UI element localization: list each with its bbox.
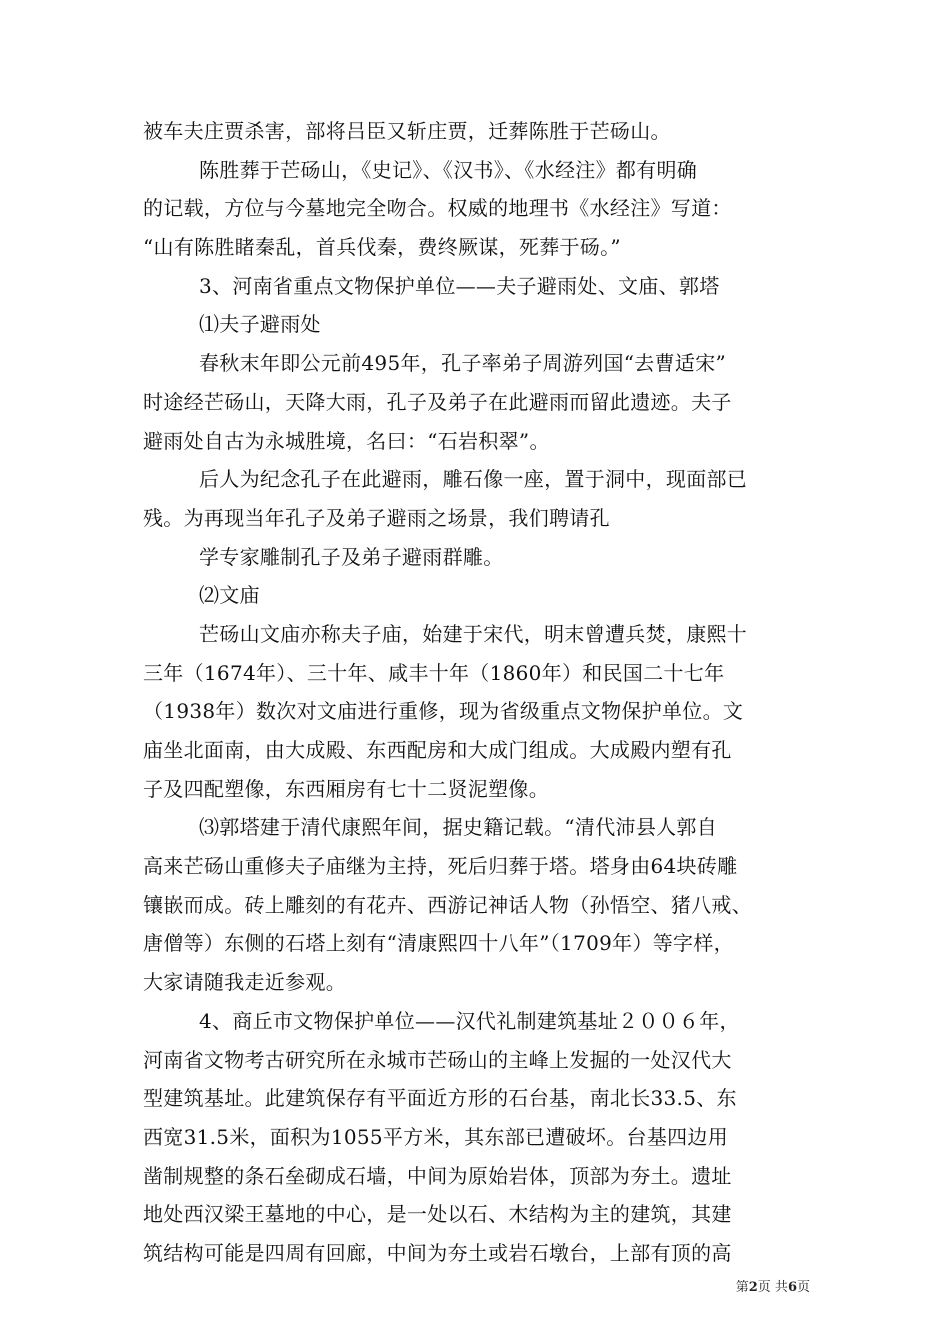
text-line: 筑结构可能是四周有回廊，中间为夯土或岩石墩台，上部有顶的高 — [143, 1240, 732, 1265]
text-line: 芒砀山文庙亦称夫子庙，始建于宋代，明末曾遭兵焚，康熙十 — [199, 621, 748, 646]
text-line: 被车夫庄贾杀害，部将吕臣又斩庄贾，迁葬陈胜于芒砀山。 — [143, 119, 671, 143]
text-line: 三年（1674年）、三十年、咸丰十年（1860年）和民国二十七年 — [143, 660, 725, 685]
text-line: 陈胜葬于芒砀山，《史记》、《汉书》、《水经注》都有明确 — [199, 157, 698, 182]
text-line: 后人为纪念孔子在此避雨，雕石像一座，置于洞中，现面部已 — [199, 467, 748, 492]
text-line: 唐僧等）东侧的石塔上刻有“清康熙四十八年”（1709年）等字样， — [143, 931, 734, 956]
text-line: 的记载，方位与今墓地完全吻合。权威的地理书《水经注》写道： — [143, 196, 732, 221]
total-pages-number: 6 — [787, 1280, 797, 1295]
text-line: 大家请随我走近参观。 — [143, 970, 346, 995]
text-line: 西宽31.5米，面积为1055平方米，其东部已遭破坏。台基四边用 — [143, 1124, 729, 1149]
text-line: 避雨处自古为永城胜境，名曰：“石岩积翠”。 — [143, 428, 550, 453]
text-line: 高来芒砀山重修夫子庙继为主持，死后归葬于塔。塔身由64块砖雕 — [143, 854, 738, 879]
text-line: 时途经芒砀山，天降大雨，孔子及弟子在此避雨而留此遗迹。夫子 — [143, 389, 732, 414]
text-line: 3、河南省重点文物保护单位——夫子避雨处、文庙、郭塔 — [199, 273, 720, 298]
text-line: 4、商丘市文物保护单位——汉代礼制建筑基址２００６年， — [199, 1008, 740, 1033]
text-line: 庙坐北面南，由大成殿、东西配房和大成门组成。大成殿内塑有孔 — [143, 738, 732, 762]
text-line: ⑵文庙 — [199, 583, 260, 608]
text-line: 子及四配塑像，东西厢房有七十二贤泥塑像。 — [143, 776, 549, 801]
footer-suffix: 页 — [796, 1280, 810, 1295]
page-footer — [736, 1276, 810, 1295]
text-line: 凿制规整的条石垒砌成石墙，中间为原始岩体，顶部为夯土。遗址 — [143, 1163, 732, 1188]
text-line: “山有陈胜睹秦乱，首兵伐秦，费终厥谋，死葬于砀。” — [143, 235, 621, 260]
text-line: 春秋末年即公元前495年，孔子率弟子周游列国“去曹适宋” — [199, 351, 727, 376]
text-line: 地处西汉梁王墓地的中心，是一处以石、木结构为主的建筑，其建 — [143, 1202, 732, 1227]
text-line: 镶嵌而成。砖上雕刻的有花卉、西游记神话人物（孙悟空、猪八戒、 — [143, 892, 752, 917]
text-line: 型建筑基址。此建筑保存有平面近方形的石台基，南北长33.5、东 — [143, 1086, 737, 1111]
footer-prefix: 第 — [735, 1280, 749, 1295]
text-line: （1938年）数次对文庙进行重修，现为省级重点文物保护单位。文 — [143, 699, 744, 724]
current-page-number: 2 — [748, 1280, 758, 1295]
text-line: 学专家雕制孔子及弟子避雨群雕。 — [199, 544, 504, 569]
text-line: ⑴夫子避雨处 — [199, 312, 321, 337]
text-line: ⑶郭塔建于清代康熙年间，据史籍记载。“清代沛县人郭自 — [199, 815, 718, 840]
body-text — [143, 112, 813, 1273]
footer-middle: 页 共 — [757, 1280, 788, 1295]
text-line: 残。为再现当年孔子及弟子避雨之场景，我们聘请孔 — [143, 505, 610, 530]
text-line: 河南省文物考古研究所在永城市芒砀山的主峰上发掘的一处汉代大 — [143, 1047, 732, 1072]
